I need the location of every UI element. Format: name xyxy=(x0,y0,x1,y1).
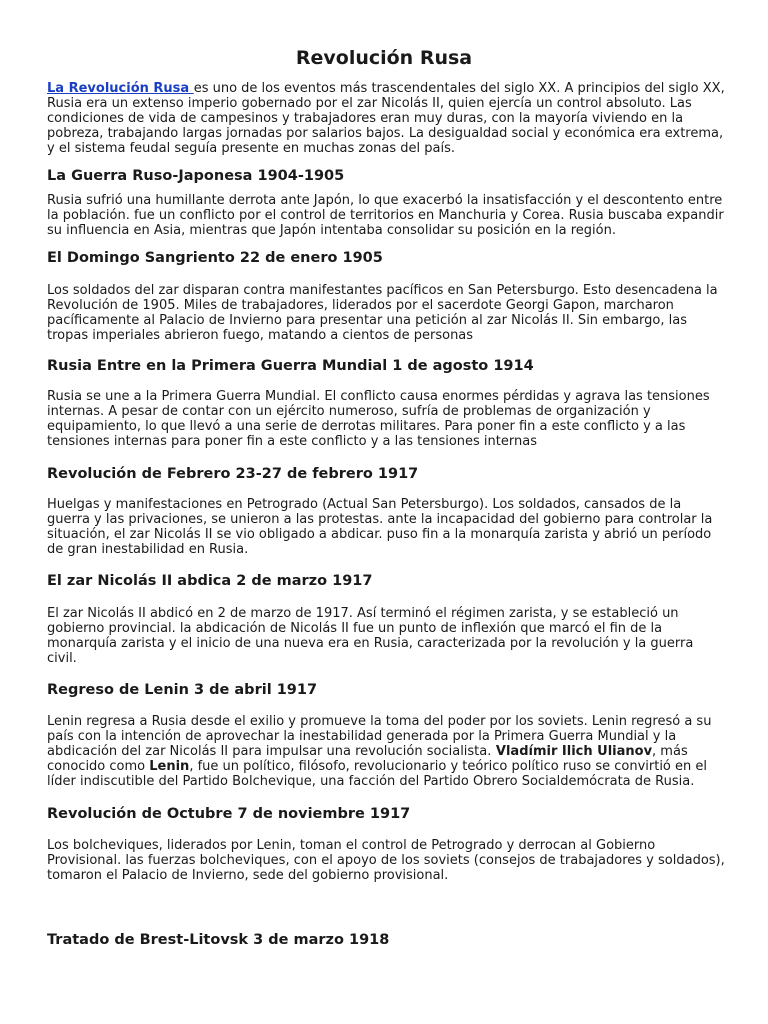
section-text-guerra-ruso-japonesa: Rusia sufrió una humillante derrota ante Japón, lo que exacerbó la insatisfacción y el descontento entre la población. fue un conflicto por el control de territorios en Manchuria y Corea. Rusia buscaba expandir su influencia en Asia, mientras que Japón intentaba consolidar su posición en la región. xyxy=(47,193,724,238)
section-heading-revolucion-febrero: Revolución de Febrero 23-27 de febrero 1917 xyxy=(47,466,419,482)
section-heading-domingo-sangriento: El Domingo Sangriento 22 de enero 1905 xyxy=(47,250,383,266)
section-heading-brest-litovsk: Tratado de Brest-Litovsk 3 de marzo 1918 xyxy=(47,932,390,948)
section-heading-primera-guerra-mundial: Rusia Entre en la Primera Guerra Mundial 1 de agosto 1914 xyxy=(47,358,534,374)
page-title: Revolución Rusa xyxy=(295,47,473,69)
lenin-short-name: Lenin xyxy=(149,759,190,774)
section-heading-regreso-lenin: Regreso de Lenin 3 de abril 1917 xyxy=(47,682,318,698)
section-heading-zar-abdica: El zar Nicolás II abdica 2 de marzo 1917 xyxy=(47,573,373,589)
section-text-revolucion-octubre: Los bolcheviques, liderados por Lenin, toman el control de Petrogrado y derrocan al Gobierno Provisional. las fuerzas bolcheviques, con el apoyo de los soviets (consejos de trabajadores y soldados), tomaron el Palacio de Invierno, sede del gobierno provisional. xyxy=(47,838,725,883)
lenin-text-c: , fue un político, filósofo, revolucionario y teórico político ruso se convirtió en el líder indiscutible del Partido Bolchevique, una facción del Partido Obrero Socialdemócrata de Rusia. xyxy=(47,759,707,789)
section-text-zar-abdica: El zar Nicolás II abdicó en 2 de marzo de 1917. Así terminó el régimen zarista, y se estableció un gobierno provincial. la abdicación de Nicolás II fue un punto de inflexión que marcó el fin de la monarquía zarista y el inicio de una nueva era en Rusia, caracterizada por la revolución y la guerra civil. xyxy=(47,606,694,666)
section-text-revolucion-febrero: Huelgas y manifestaciones en Petrogrado (Actual San Petersburgo). Los soldados, cansados de la guerra y las privaciones, se unieron a las protestas. ante la incapacidad del gobierno para controlar la situación, el zar Nicolás II se vio obligado a abdicar. puso fin a la monarquía zarista y abrió un período de gran inestabilidad en Rusia. xyxy=(47,497,713,557)
section-text-regreso-lenin xyxy=(47,714,727,789)
section-text-domingo-sangriento: Los soldados del zar disparan contra manifestantes pacíficos en San Petersburgo. Esto desencadena la Revolución de 1905. Miles de trabajadores, liderados por el sacerdote Georgi Gapon, marcharon pacíficamente al Palacio de Invierno para presentar una petición al zar Nicolás II. Sin embargo, las tropas imperiales abrieron fuego, matando a cientos de personas xyxy=(47,283,718,343)
lenin-text-b: , más conocido como xyxy=(47,744,688,774)
lenin-full-name: Vladímir Ilich Ulianov xyxy=(491,744,653,759)
intro-paragraph xyxy=(47,81,727,156)
section-heading-revolucion-octubre: Revolución de Octubre 7 de noviembre 1917 xyxy=(47,806,411,822)
revolucion-rusa-link[interactable]: La Revolución Rusa xyxy=(47,81,194,96)
intro-text: es uno de los eventos más trascendentales del siglo XX. A principios del siglo XX, Rusia era un extenso imperio gobernado por el zar Nicolás II, quien ejercía un control absoluto. Las condiciones de vida de campesinos y trabajadores eran muy duras, con la mayoría viviendo en la pobreza, trabajando largas jornadas por salarios bajos. La desigualdad social y económica era extrema, y el sistema feudal seguía presente en muchas zonas del país. xyxy=(47,81,725,156)
section-text-primera-guerra-mundial: Rusia se une a la Primera Guerra Mundial. El conflicto causa enormes pérdidas y agrava las tensiones internas. A pesar de contar con un ejército numeroso, sufría de problemas de organización y equipamiento, lo que llevó a una serie de derrotas militares. Para poner fin a este conflicto y a las tensiones internas para poner fin a este conflicto y a las tensiones internas xyxy=(47,389,710,449)
lenin-text-a: Lenin regresa a Rusia desde el exilio y promueve la toma del poder por los soviets. Lenin regresó a su país con la intención de aprovechar la inestabilidad generada por la Primera Guerra Mundial y la abdicación del zar Nicolás II para impulsar una revolución socialista. xyxy=(47,714,712,759)
section-heading-guerra-ruso-japonesa: La Guerra Ruso-Japonesa 1904-1905 xyxy=(47,168,345,184)
